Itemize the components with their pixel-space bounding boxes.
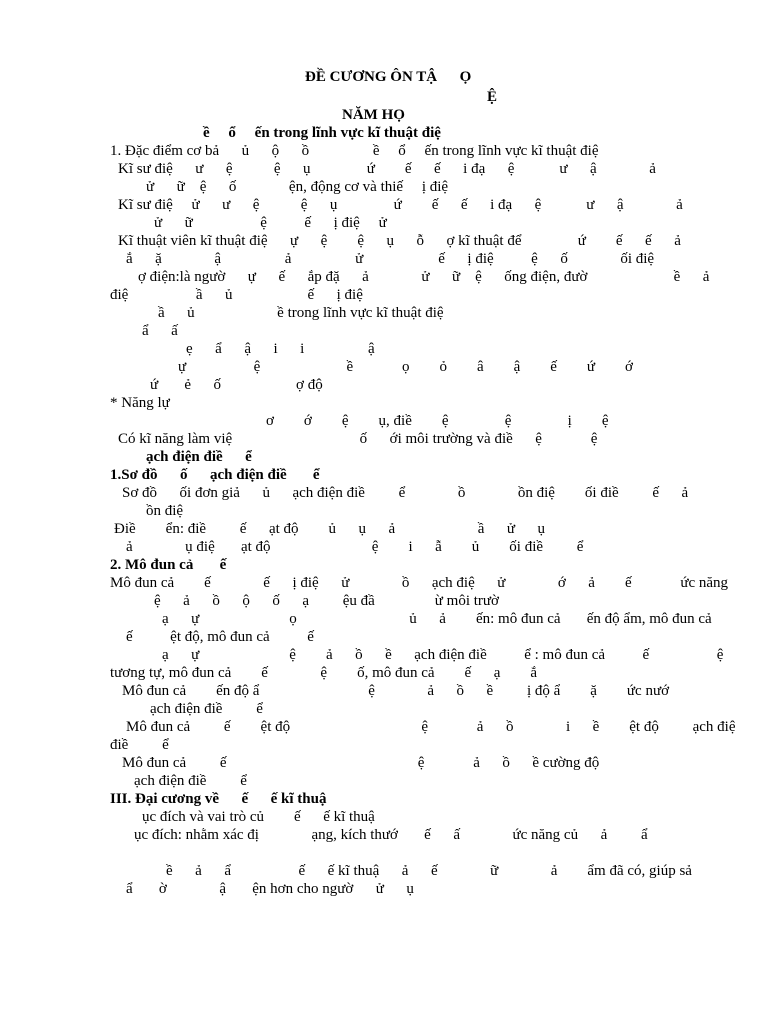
text-line-40: ạch điện điề ể [134,773,247,789]
text-line-10: Kĩ thuật viên kĩ thuật điệ ự ệ ệ ụ ỗ ợ kĩ thuật để ứ ế ế ả [118,233,681,249]
text-line-45: ẩ ờ ậ ện hơn cho ngườ ử ụ [126,881,414,897]
text-line-25: ồn điệ [146,503,184,519]
text-line-19: * Năng lự [110,395,170,411]
text-line-7: ử ữ ệ ố ện, động cơ và thiế ị điệ [146,179,449,195]
text-line-14: ầ ủ ề trong lĩnh vực kĩ thuật điệ [158,305,444,321]
text-line-15: ẩ ấ [142,323,178,339]
text-line-34: tương tự, mô đun cả ế ệ ố, mô đun cả ế ạ ắ [110,665,538,681]
text-line-44: ề ả ẩ ế ế kĩ thuậ ả ế ữ ả ẩm đã có, giúp sả [166,863,692,879]
text-line-13: điệ ầ ủ ế ị điệ [110,287,363,303]
text-line-18: ứ ẻ ố ợ độ [150,377,323,393]
text-line-16: ẹ ẩ ậ i i ậ [186,341,375,357]
text-line-26: Điề ển: điề ế ạt độ ủ ụ ả ầ ử ụ [114,521,545,537]
text-line-36: ạch điện điề ể [150,701,263,717]
text-line-24: Sơ đồ ối đơn giả ủ ạch điện điề ể ồ ồn điệ ối điề ế ả [122,485,689,501]
text-line-32: ế ệt độ, mô đun cả ế [126,629,314,645]
text-line-1: ĐỀ CƯƠNG ÔN TẬ Ọ [305,69,472,85]
text-line-12: ợ điện:là ngườ ự ế ắp đặ ả ử ữ ệ ống điện, đườ ề ả [138,269,710,285]
text-line-23: 1.Sơ đồ ố ạch điện điề ể [110,467,320,483]
text-line-4: ề ổ ến trong lĩnh vực kĩ thuật điệ [203,125,441,141]
text-line-29: Mô đun cả ế ế ị điệ ử ồ ạch điệ ử ớ ả ế ức năng [110,575,729,591]
text-line-21: Có kĩ năng làm việ ố ới môi trường và điề ệ ệ [118,431,598,447]
text-line-35: Mô đun cả ến độ ẩ ệ ả ồ ề ị độ ẩ ặ ức nướ [122,683,670,699]
text-line-17: ự ệ ề ọ ỏ â ậ ế ứ ớ [178,359,633,375]
text-line-3: NĂM HỌ [342,107,405,123]
text-line-31: ạ ự ọ ủ ả ến: mô đun cả ến độ ẩm, mô đun cả [162,611,712,627]
text-line-11: ắ ặ ậ ả ử ế ị điệ ệ ố ối điệ [126,251,655,267]
text-line-37: Mô đun cả ế ệt độ ệ ả ồ i ề ệt độ ạch điệ [126,719,736,735]
text-line-42: ục đích và vai trò củ ế ế kĩ thuậ [142,809,375,825]
text-line-33: ạ ự ệ ả ồ ề ạch điện điề ể : mô đun cả ế ệ [162,647,724,663]
text-line-28: 2. Mô đun cả ế [110,557,227,573]
text-line-30: ệ ả ồ ộ ố ạ ệu đầ ừ môi trườ [154,593,499,609]
text-line-38: điề ể [110,737,169,753]
text-line-41: III. Đại cương về ế ế kĩ thuậ [110,791,327,807]
text-line-2: Ệ [487,89,498,105]
text-line-5: 1. Đặc điểm cơ bả ủ ộ ồ ề ổ ến trong lĩnh vực kĩ thuật điệ [110,143,599,159]
text-line-20: ơ ớ ệ ụ, điề ệ ệ ị ệ [266,413,609,429]
text-line-22: ạch điện điề ể [146,449,252,465]
text-line-39: Mô đun cả ế ệ ả ồ ề cường độ [122,755,600,771]
text-line-8: Kĩ sư điệ ử ư ệ ệ ụ ứ ế ế i đạ ệ ư ậ ả [118,197,683,213]
text-line-6: Kĩ sư điệ ư ệ ệ ụ ứ ế ế i đạ ệ ư ậ ả [118,161,656,177]
text-line-43: ục đích: nhằm xác đị ạng, kích thướ ế ấ ức năng củ ả ẩ [134,827,648,843]
text-line-27: ả ụ điệ ạt độ ệ i ẫ ủ ối điề ể [126,539,584,555]
text-line-9: ử ữ ệ ế ị điệ ử [154,215,387,231]
